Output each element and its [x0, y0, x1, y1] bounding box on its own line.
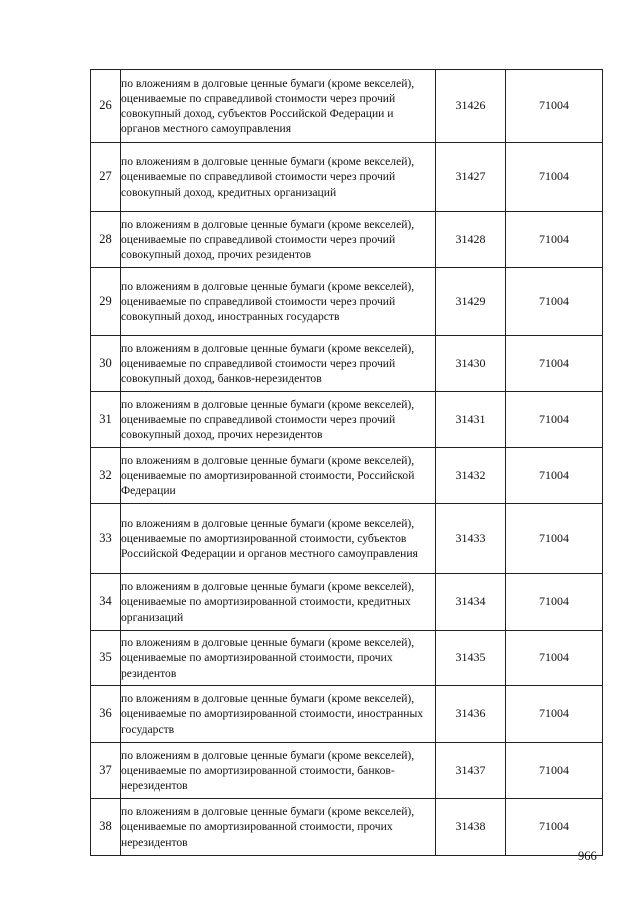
row-account: 71004: [506, 631, 603, 686]
table-row: [91, 631, 603, 686]
row-number: 38: [91, 799, 121, 856]
table-row: [91, 686, 603, 743]
row-description: по вложениям в долговые ценные бумаги (кроме векселей), оцениваемые по справедливой стоимости через прочий совокупный доход, кредитных организаций: [121, 143, 436, 212]
page-number: 966: [578, 849, 597, 863]
row-description: по вложениям в долговые ценные бумаги (кроме векселей), оцениваемые по справедливой стоимости через прочий совокупный доход, банков-нерезидентов: [121, 336, 436, 392]
row-code: 31426: [436, 70, 506, 143]
row-account: 71004: [506, 574, 603, 631]
row-code: 31428: [436, 212, 506, 268]
row-code: 31434: [436, 574, 506, 631]
row-number: 29: [91, 268, 121, 336]
row-number: 28: [91, 212, 121, 268]
row-description: по вложениям в долговые ценные бумаги (кроме векселей), оцениваемые по амортизированной стоимости, банков-нерезидентов: [121, 743, 436, 799]
row-description: по вложениям в долговые ценные бумаги (кроме векселей), оцениваемые по справедливой стоимости через прочий совокупный доход, прочих резидентов: [121, 212, 436, 268]
row-description: по вложениям в долговые ценные бумаги (кроме векселей), оцениваемые по амортизированной стоимости, прочих нерезидентов: [121, 799, 436, 856]
row-number: 34: [91, 574, 121, 631]
row-number: 35: [91, 631, 121, 686]
row-code: 31431: [436, 392, 506, 448]
table-row: [91, 743, 603, 799]
row-account: 71004: [506, 392, 603, 448]
row-number: 27: [91, 143, 121, 212]
row-number: 36: [91, 686, 121, 743]
table-row: [91, 143, 603, 212]
row-number: 31: [91, 392, 121, 448]
row-account: 71004: [506, 212, 603, 268]
row-description: по вложениям в долговые ценные бумаги (кроме векселей), оцениваемые по амортизированной стоимости, кредитных организаций: [121, 574, 436, 631]
row-number: 37: [91, 743, 121, 799]
row-code: 31433: [436, 504, 506, 574]
row-description: по вложениям в долговые ценные бумаги (кроме векселей), оцениваемые по справедливой стоимости через прочий совокупный доход, прочих нерезидентов: [121, 392, 436, 448]
table-row: [91, 392, 603, 448]
row-number: 32: [91, 448, 121, 504]
row-code: 31436: [436, 686, 506, 743]
row-description: по вложениям в долговые ценные бумаги (кроме векселей), оцениваемые по амортизированной стоимости, Российской Федерации: [121, 448, 436, 504]
row-account: 71004: [506, 70, 603, 143]
row-number: 26: [91, 70, 121, 143]
row-account: 71004: [506, 686, 603, 743]
row-account: 71004: [506, 448, 603, 504]
row-account: 71004: [506, 336, 603, 392]
row-code: 31438: [436, 799, 506, 856]
table-row: [91, 504, 603, 574]
row-description: по вложениям в долговые ценные бумаги (кроме векселей), оцениваемые по амортизированной стоимости, прочих резидентов: [121, 631, 436, 686]
row-account: 71004: [506, 143, 603, 212]
row-account: 71004: [506, 268, 603, 336]
row-description: по вложениям в долговые ценные бумаги (кроме векселей), оцениваемые по справедливой стоимости через прочий совокупный доход, субъектов Российской Федерации и органов местного самоуправления: [121, 70, 436, 143]
row-account: 71004: [506, 743, 603, 799]
row-description: по вложениям в долговые ценные бумаги (кроме векселей), оцениваемые по амортизированной стоимости, субъектов Российской Федерации и органов местного самоуправления: [121, 504, 436, 574]
table-row: [91, 268, 603, 336]
table-row: [91, 336, 603, 392]
row-account: 71004: [506, 504, 603, 574]
table-row: [91, 212, 603, 268]
row-number: 30: [91, 336, 121, 392]
table-body: [91, 70, 603, 856]
accounts-table: [90, 69, 603, 856]
table-row: [91, 574, 603, 631]
row-description: по вложениям в долговые ценные бумаги (кроме векселей), оцениваемые по амортизированной стоимости, иностранных государств: [121, 686, 436, 743]
row-code: 31427: [436, 143, 506, 212]
row-code: 31432: [436, 448, 506, 504]
row-code: 31437: [436, 743, 506, 799]
row-account: 71004: [506, 799, 603, 856]
table-row: [91, 70, 603, 143]
row-code: 31435: [436, 631, 506, 686]
row-number: 33: [91, 504, 121, 574]
table-row: [91, 448, 603, 504]
table-row: [91, 799, 603, 856]
row-code: 31429: [436, 268, 506, 336]
row-code: 31430: [436, 336, 506, 392]
row-description: по вложениям в долговые ценные бумаги (кроме векселей), оцениваемые по справедливой стоимости через прочий совокупный доход, иностранных государств: [121, 268, 436, 336]
